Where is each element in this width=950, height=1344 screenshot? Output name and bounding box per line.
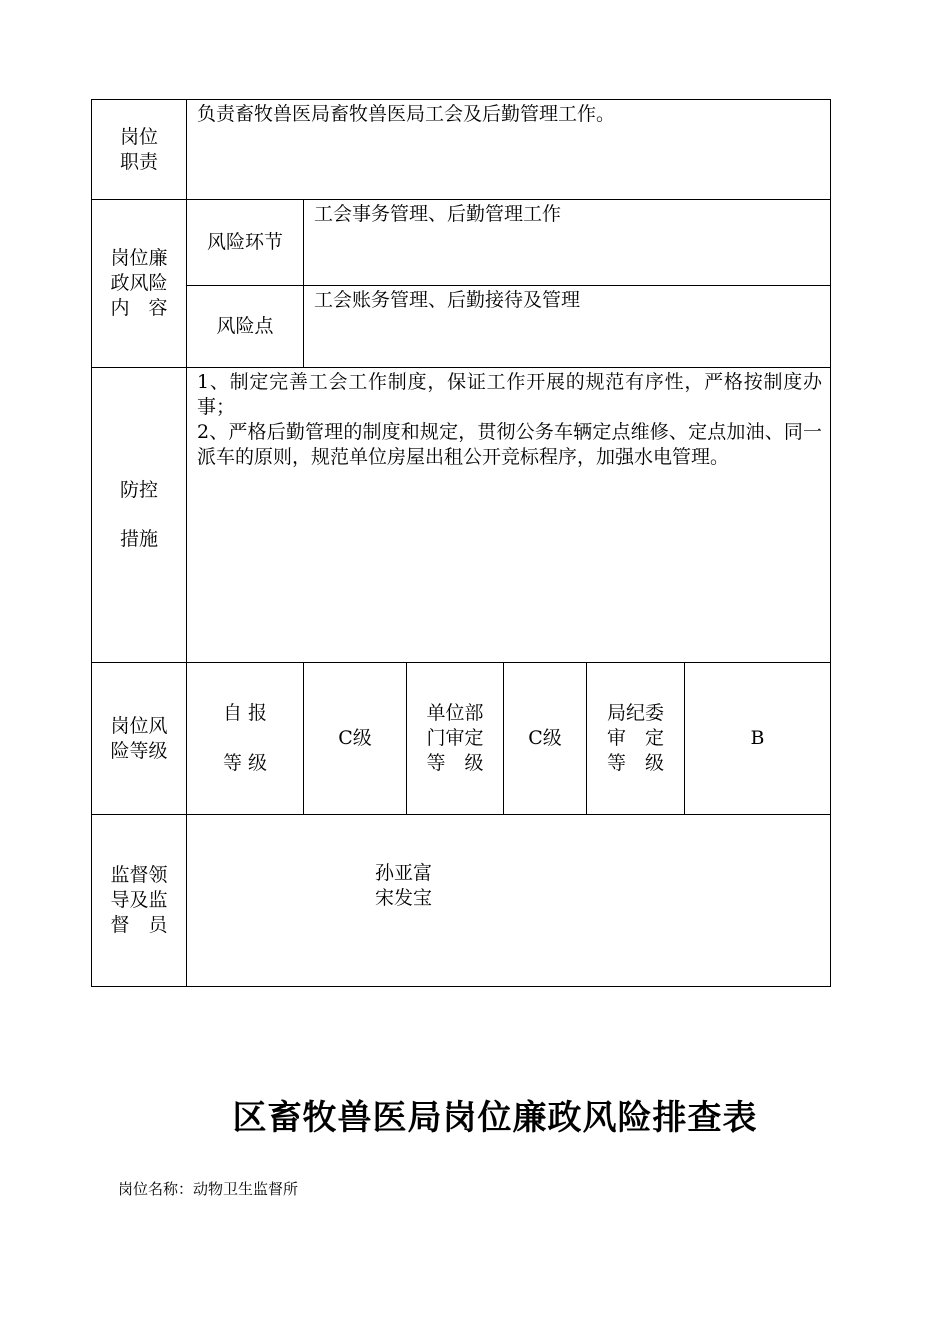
post-name: 岗位名称：动物卫生监督所 xyxy=(118,1180,299,1198)
risk-table xyxy=(91,99,831,987)
risk-link-label: 风险环节 xyxy=(187,200,304,286)
supervisor-name: 孙亚富 xyxy=(375,862,433,884)
bureau-grade-label: 局纪委 审 定 等 级 xyxy=(587,663,685,815)
self-grade-label: 自 报 等 级 xyxy=(187,663,304,815)
supervisor-label: 监督领 导及监 督 员 xyxy=(92,815,187,987)
risk-point-row xyxy=(92,286,831,368)
duty-content: 负责畜牧兽医局畜牧兽医局工会及后勤管理工作。 xyxy=(187,100,831,200)
risk-link-row xyxy=(92,200,831,286)
risk-grade-label: 岗位风 险等级 xyxy=(92,663,187,815)
measures-row xyxy=(92,368,831,663)
duty-label: 岗位 职责 xyxy=(92,100,187,200)
dept-grade-value: C级 xyxy=(504,663,587,815)
measures-label: 防控 措施 xyxy=(92,368,187,663)
risk-content-label: 岗位廉 政风险 内 容 xyxy=(92,200,187,368)
measure-item: 2、严格后勤管理的制度和规定，贯彻公务车辆定点维修、定点加油、同一派车的原则，规范单位房屋出租公开竞标程序，加强水电管理。 xyxy=(197,421,823,468)
page-title: 区畜牧兽医局岗位廉政风险排查表 xyxy=(232,1098,758,1138)
supervisor-name: 宋发宝 xyxy=(375,887,433,909)
risk-grade-row xyxy=(92,663,831,815)
duty-row xyxy=(92,100,831,200)
measure-item: 1、制定完善工会工作制度，保证工作开展的规范有序性，严格按制度办事； xyxy=(197,371,823,418)
supervisor-names xyxy=(187,815,831,987)
measures-content xyxy=(187,368,831,663)
risk-point-label: 风险点 xyxy=(187,286,304,368)
bureau-grade-value: B xyxy=(685,663,831,815)
risk-link-content: 工会事务管理、后勤管理工作 xyxy=(304,200,831,286)
supervisor-row xyxy=(92,815,831,987)
risk-point-content: 工会账务管理、后勤接待及管理 xyxy=(304,286,831,368)
dept-grade-label: 单位部 门审定 等 级 xyxy=(407,663,504,815)
self-grade-value: C级 xyxy=(304,663,407,815)
